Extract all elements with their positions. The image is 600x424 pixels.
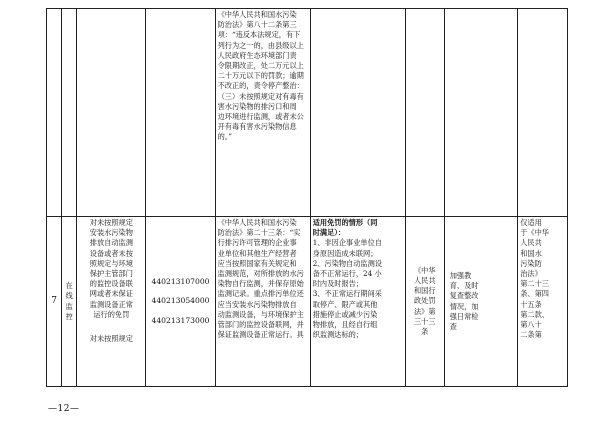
- cell-law-basis: 《中华人民共和国水污染 防治法》第二十三条：“实 行排污许可管理的企业事 业单位和其他生产经营者 应当按照国家有关规定和 监测规范，对所排放的水污 染物自行监测，并保存原始 监测记录。重点排污单位还 应当安装水污染物排放自 动监测设备，与环境保护主 管部门的监控设备联网，并 保证监测设备正常运行。具: [215, 217, 310, 387]
- code-2: 440213054000: [151, 296, 210, 306]
- penalty-exemption-table: [46, 8, 568, 387]
- cell-basis-prev: [405, 9, 444, 217]
- table-row-7: [47, 217, 568, 387]
- code-1: 440213107000: [151, 277, 210, 287]
- cell-category: 在 线 监 控: [62, 217, 77, 387]
- code-3: 440213173000: [151, 315, 210, 325]
- table-row-previous: [47, 9, 568, 217]
- cell-item: 对未按照规定 安装水污染物 排放自动监测 设备或者未按 照规定与环境 保护主管部门 的监控设备联 网或者未保证 监测设备正常 运行的免罚 对未按照规定: [77, 217, 146, 387]
- cell-type-prev: [62, 9, 77, 217]
- cell-note-prev: [518, 9, 568, 217]
- cell-item-prev: [77, 9, 146, 217]
- cell-legal-basis: 《中华 人民共 和国行 政处罚 法》第 三十三 条: [405, 217, 444, 387]
- cell-num-prev: [47, 9, 62, 217]
- page-number: —12—: [48, 404, 80, 414]
- cell-row-number: [47, 217, 62, 387]
- cell-codes: [146, 217, 215, 387]
- cell-measures-prev: [444, 9, 518, 217]
- cell-conditions: 适用免罚的情形（同 时满足）： 1、非因企事业单位自 身原因造成未联网； 2、污染物自动监测设 备不正常运行，24 小 时内及时报告； 3、不正常运行期间采 取停产、限产或其他 措施停止或减少污染 物排放，且经自行组 织监测达标的；: [310, 217, 405, 387]
- cell-conditions-prev: [310, 9, 405, 217]
- cell-measures: 加强教 育、及时 复查整改 情况，加 强日常检 查: [444, 217, 518, 387]
- row-number: 7: [51, 296, 57, 307]
- cell-codes-prev: [146, 9, 215, 217]
- conditions-title: 适用免罚的情形（同: [312, 218, 378, 227]
- cell-note: 仅适用 于《中华 人民共 和国水 污染防 治法》 第二十三 条、第四 十五条 第二款、 第八十 二条第: [518, 217, 568, 387]
- cell-law-prev: 《中华人民共和国水污染 防治法》第八十二条第三 项：“违反本法规定，有下 列行为之一的，由县级以上 人民政府生态环境部门责 令限期改正，处二万元以上 二十万元以下的罚款；逾期 不改正的，责令停产整治： （三）未按照规定对有毒有 害水污染物的排污口和周 边环境进行监测，或者未公 开有毒有害水污染物信息 的。”: [215, 9, 310, 217]
